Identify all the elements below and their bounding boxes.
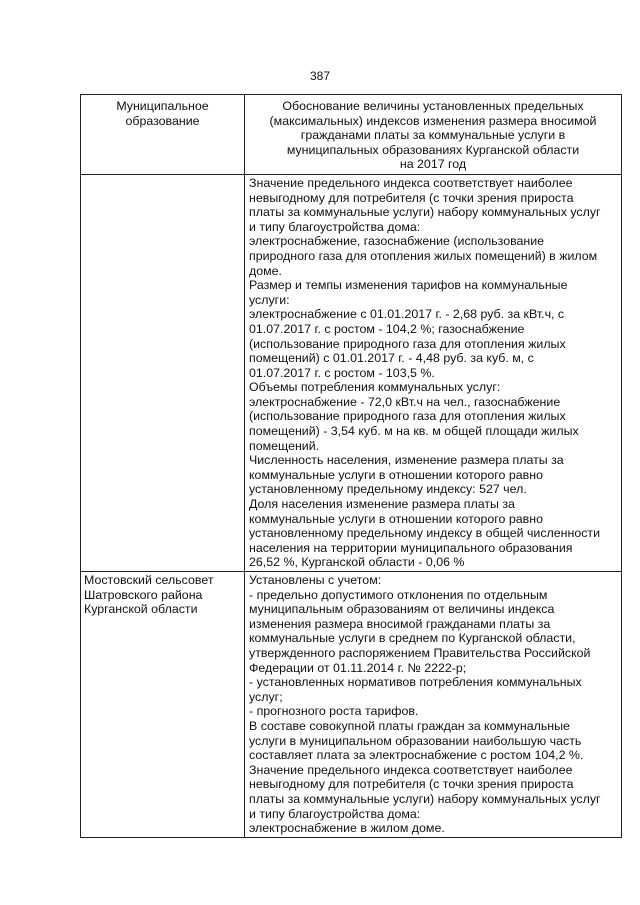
text-line: помещений. xyxy=(249,438,320,453)
table-header-row xyxy=(81,95,622,175)
header-justification xyxy=(245,95,622,175)
text-line: 01.07.2017 г. с ростом - 103,5 %. xyxy=(249,365,435,380)
text-line: коммунальные услуги в среднем по Курганской области, xyxy=(249,631,576,646)
text-line: Численность населения, изменение размера платы за xyxy=(249,453,564,468)
text-line: Установлены с учетом: xyxy=(249,573,382,587)
text-line: (использование природного газа для отопления жилых xyxy=(249,409,566,424)
text-line: невыгодному для потребителя (с точки зрения прироста xyxy=(249,777,574,792)
justification-cell xyxy=(245,572,622,838)
text-line: на 2017 год xyxy=(399,157,467,172)
text-line: услуги: xyxy=(249,292,290,307)
text-line: невыгодному для потребителя (с точки зрения прироста xyxy=(249,190,574,205)
header-municipality xyxy=(81,95,245,175)
text-line: природного газа для отопления жилых помещений) в жилом xyxy=(249,248,598,263)
text-line: Обоснование величины установленных предельных xyxy=(282,99,584,113)
text-line: платы за коммунальные услуги) набору коммунальных услуг xyxy=(249,205,601,220)
text-line: помещений) - 3,54 куб. м на кв. м общей площади жилых xyxy=(249,424,579,439)
text-line: Доля населения изменение размера платы за xyxy=(249,497,515,512)
text-line: (использование природного газа для отопления жилых xyxy=(249,336,566,351)
text-line: муниципальных образованиях Курганской области xyxy=(286,142,580,157)
text-line: (максимальных) индексов изменения размера вносимой xyxy=(269,113,597,128)
text-line: коммунальные услуги в отношении которого равно xyxy=(249,511,543,526)
text-line: Муниципальное xyxy=(116,99,209,113)
text-line: коммунальные услуги в отношении которого равно xyxy=(249,467,543,482)
municipality-cell xyxy=(81,572,245,838)
tariff-index-table xyxy=(80,94,622,838)
text-line: электроснабжение в жилом доме. xyxy=(249,821,445,836)
text-line: - установленных нормативов потребления коммунальных xyxy=(249,675,582,690)
text-line: В составе совокупной платы граждан за коммунальные xyxy=(249,718,570,733)
text-line: помещений) с 01.01.2017 г. - 4,48 руб. за куб. м, с xyxy=(249,351,534,366)
text-line: муниципальным образованиям от величины индекса xyxy=(249,602,555,617)
header-municipality-text xyxy=(84,99,241,128)
text-line: 01.07.2017 г. с ростом - 104,2 %; газоснабжение xyxy=(249,321,525,336)
text-line: Значение предельного индекса соответствует наиболее xyxy=(249,762,573,777)
text-line: изменения размера вносимой гражданами платы за xyxy=(249,616,551,631)
text-line: электроснабжение, газоснабжение (использование xyxy=(249,234,545,249)
text-line: установленному предельному индексу: 527 чел. xyxy=(249,482,527,497)
text-line: населения на территории муниципального образования xyxy=(249,540,573,555)
page-number: 387 xyxy=(309,69,331,83)
justification-text xyxy=(249,176,621,570)
text-line: составляет плата за электроснабжение с ростом 104,2 %. xyxy=(249,748,584,763)
header-justification-text xyxy=(248,99,618,172)
text-line: электроснабжение с 01.01.2017 г. - 2,68 руб. за кВт.ч, с xyxy=(249,307,565,322)
text-line: установленному предельному индексу в общей численности xyxy=(249,526,601,541)
table-row xyxy=(81,174,622,571)
text-line: и типу благоустройства дома: xyxy=(249,219,421,234)
justification-cell xyxy=(245,174,622,571)
text-line: услуг; xyxy=(249,689,283,704)
text-line: - предельно допустимого отклонения по отдельным xyxy=(249,587,548,602)
table-row xyxy=(81,572,622,838)
text-line: Мостовский сельсовет xyxy=(84,573,214,587)
text-line: 26,52 %, Курганской области - 0,06 % xyxy=(249,555,465,570)
text-line: услуги в муниципальном образовании наибольшую часть xyxy=(249,733,582,748)
municipality-cell xyxy=(81,174,245,571)
text-line: и типу благоустройства дома: xyxy=(249,806,421,821)
text-line: Размер и темпы изменения тарифов на коммунальные xyxy=(249,278,568,293)
text-line: платы за коммунальные услуги) набору коммунальных услуг xyxy=(249,791,601,806)
text-line: гражданами платы за коммунальные услуги в xyxy=(300,128,566,143)
text-line: доме. xyxy=(249,263,282,278)
text-line: утвержденного распоряжением Правительства Российской xyxy=(249,645,591,660)
text-line: Значение предельного индекса соответствует наиболее xyxy=(249,175,573,190)
text-line: образование xyxy=(125,113,200,128)
municipality-text xyxy=(84,573,242,617)
text-line: Объемы потребления коммунальных услуг: xyxy=(249,380,501,395)
text-line: Шатровского района xyxy=(84,587,203,602)
text-line: - прогнозного роста тарифов. xyxy=(249,704,419,719)
text-line: электроснабжение - 72,0 кВт.ч на чел., газоснабжение xyxy=(249,394,561,409)
text-line: Федерации от 01.11.2014 г. № 2222-р; xyxy=(249,660,467,675)
justification-text xyxy=(249,573,621,836)
text-line: Курганской области xyxy=(84,602,198,617)
